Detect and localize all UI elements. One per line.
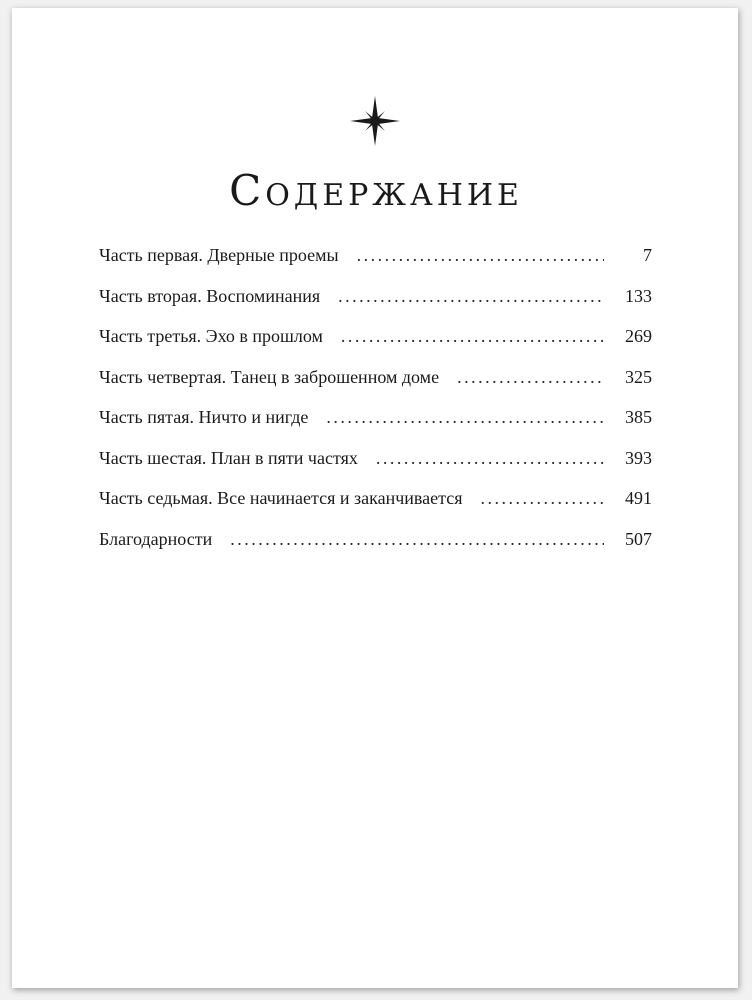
toc-entry-page: 385 bbox=[625, 407, 652, 427]
toc-entry[interactable] bbox=[99, 526, 652, 567]
toc-leader-dots bbox=[338, 283, 604, 309]
toc-entry-title: Благодарности bbox=[99, 528, 213, 549]
compass-star-icon bbox=[350, 96, 400, 146]
toc-entry-title: Часть пятая. Ничто и нигде bbox=[99, 407, 309, 427]
toc-entry-page: 491 bbox=[625, 488, 652, 508]
toc-leader-dots bbox=[457, 364, 604, 390]
toc-leader-dots bbox=[341, 323, 604, 349]
toc-entry[interactable] bbox=[99, 404, 652, 445]
toc-entry-page: 7 bbox=[643, 245, 652, 265]
toc-entry[interactable] bbox=[99, 283, 652, 324]
toc-entry-title: Часть четвертая. Танец в заброшенном доме bbox=[99, 366, 440, 387]
toc-entry-page: 269 bbox=[625, 326, 652, 346]
toc-entry-page: 507 bbox=[625, 528, 652, 549]
toc-entry[interactable] bbox=[99, 242, 652, 283]
toc-leader-dots bbox=[357, 242, 604, 268]
table-of-contents bbox=[99, 242, 652, 566]
toc-leader-dots bbox=[230, 526, 604, 552]
toc-entry-title: Часть вторая. Воспоминания bbox=[99, 285, 321, 306]
toc-entry-page: 325 bbox=[625, 366, 652, 387]
page-title-rest: ОДЕРЖАНИЕ bbox=[265, 178, 523, 213]
toc-entry-page: 393 bbox=[625, 447, 652, 468]
toc-entry-title: Часть первая. Дверные проемы bbox=[99, 245, 339, 265]
toc-entry-title: Часть седьмая. Все начинается и заканчивается bbox=[99, 488, 463, 508]
page-title bbox=[0, 166, 752, 215]
toc-entry[interactable] bbox=[99, 485, 652, 526]
toc-entry-title: Часть шестая. План в пяти частях bbox=[99, 447, 358, 468]
toc-entry[interactable] bbox=[99, 364, 652, 405]
page-title-initial: С bbox=[229, 166, 266, 215]
toc-leader-dots bbox=[376, 445, 604, 471]
toc-entry-page: 133 bbox=[625, 285, 652, 306]
toc-entry[interactable] bbox=[99, 323, 652, 364]
toc-leader-dots bbox=[480, 485, 604, 511]
toc-leader-dots bbox=[326, 404, 604, 430]
toc-entry[interactable] bbox=[99, 445, 652, 486]
toc-entry-title: Часть третья. Эхо в прошлом bbox=[99, 326, 323, 346]
